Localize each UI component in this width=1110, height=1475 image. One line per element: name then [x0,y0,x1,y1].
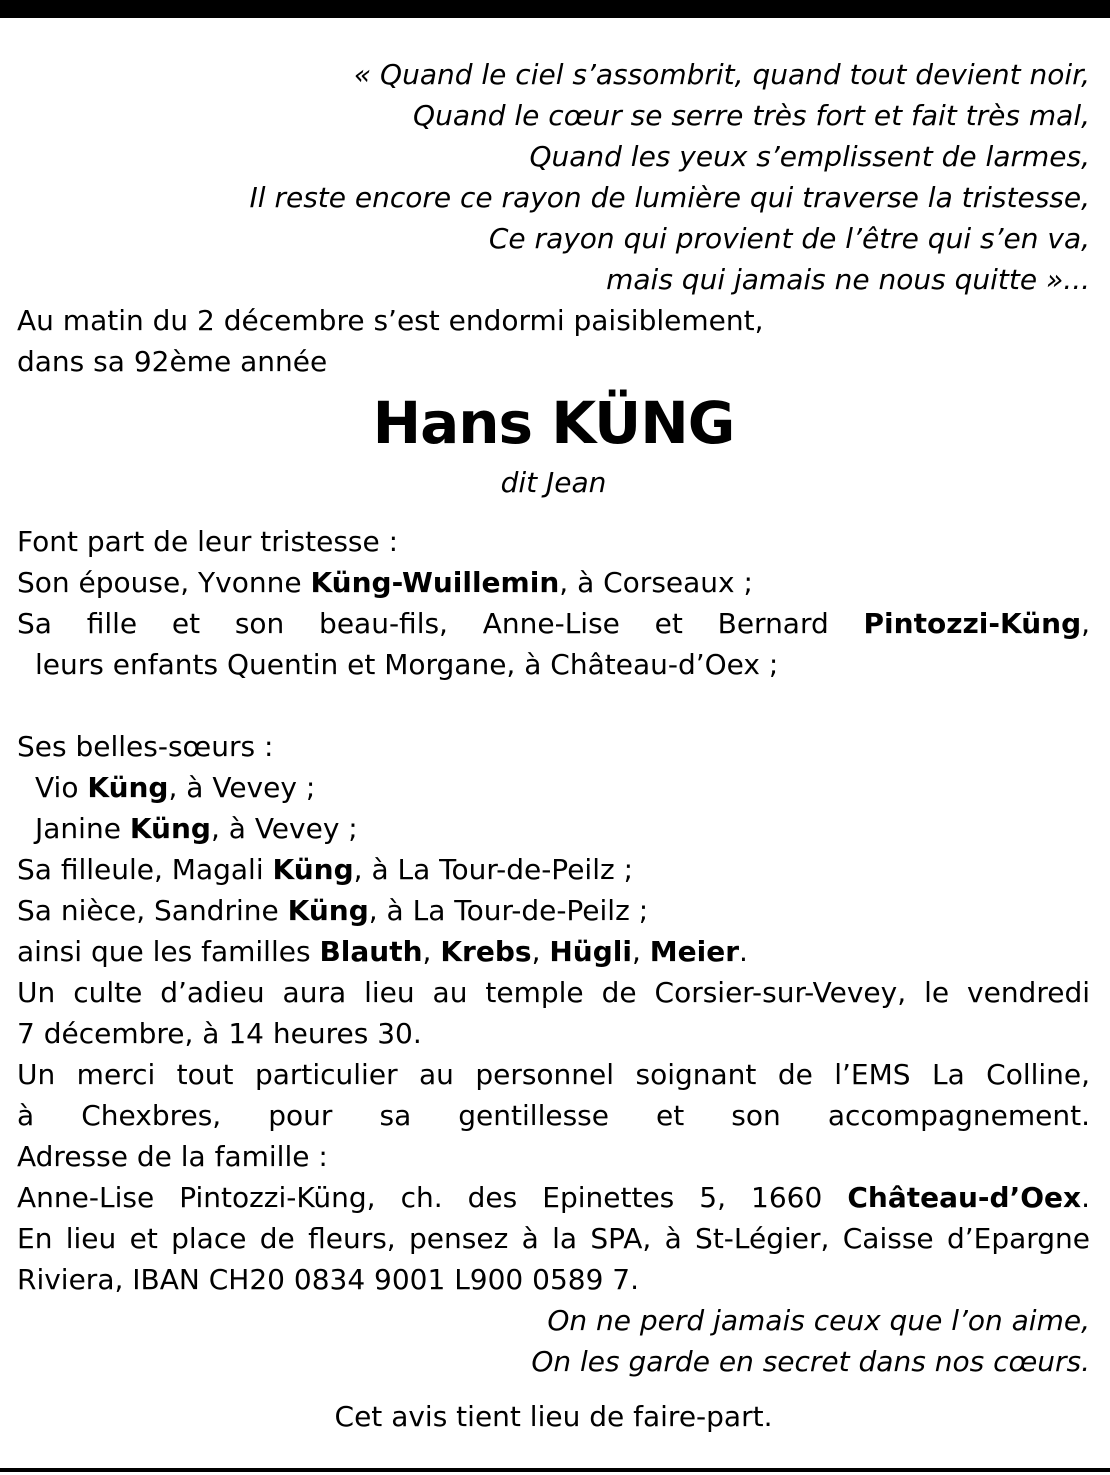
grandchildren-line: leurs enfants Quentin et Morgane, à Château-d’Oex ; [35,648,779,681]
text: , [1081,607,1091,640]
family-name: Küng [87,771,169,804]
family-name: Pintozzi-Küng [863,607,1082,640]
closing-line: On les garde en secret dans nos cœurs. [531,1345,1090,1378]
word: Bernard [717,607,829,640]
word: l’EMS [834,1058,911,1091]
obituary-notice [17,54,1090,1437]
text: ainsi que les familles [17,935,320,968]
poem-line: « Quand le ciel s’assombrit, quand tout devient noir, [353,58,1090,91]
text: Sa nièce, Sandrine [17,894,288,927]
word: des [467,1181,518,1214]
sisters-in-law-label: Ses belles-sœurs : [17,730,274,763]
relative-line [17,767,1090,808]
word: Anne-Lise [17,1181,155,1214]
word: fleurs, [308,1222,396,1255]
word: le [924,976,950,1009]
word: pensez [409,1222,509,1255]
family-name: Küng-Wuillemin [310,566,560,599]
family-name: Meier [649,935,740,968]
word: la [552,1222,578,1255]
address-line [17,1177,1090,1218]
word: Pintozzi-Küng, [179,1181,376,1214]
spouse-line [17,562,1090,603]
word: Caisse [842,1222,934,1255]
word: son [731,1099,781,1132]
city-name: Château-d’Oex [847,1181,1082,1214]
text: Janine [35,812,130,845]
poem-line: mais qui jamais ne nous quitte »... [606,263,1090,296]
family-name: Blauth [319,935,423,968]
word: son [234,607,285,640]
poem-line: Ce rayon qui provient de l’être qui s’en va, [488,222,1090,255]
intro-line: Au matin du 2 décembre s’est endormi paisiblement, [17,304,764,337]
word: à [664,1222,682,1255]
word: tout [176,1058,234,1091]
relative-line [17,849,1090,890]
text: Vio [35,771,88,804]
bottom-border [0,1468,1110,1472]
family-name: Küng [129,812,211,845]
word: Sa [17,607,52,640]
word: au [419,1058,454,1091]
poem-line: Il reste encore ce rayon de lumière qui traverse la tristesse, [249,181,1090,214]
word: lieu [364,976,415,1009]
address-label: Adresse de la famille : [17,1140,328,1173]
deceased-name: Hans KÜNG [372,389,735,457]
iban-line: Riviera, IBAN CH20 0834 9001 L900 0589 7. [17,1263,640,1296]
word: SPA, [590,1222,652,1255]
word: Epinettes [542,1181,675,1214]
word: Anne-Lise [482,607,620,640]
word [864,607,1091,640]
word: En [17,1222,53,1255]
thanks-line [17,1095,1090,1136]
relative-line [17,808,1090,849]
text: Sa filleule, Magali [17,853,273,886]
word: soignant [635,1058,757,1091]
word: accompagnement. [827,1099,1090,1132]
word: beau-fils, [319,607,448,640]
word: de [777,1058,813,1091]
word: Un [17,1058,56,1091]
families-line [17,931,1090,972]
donation-line [17,1218,1090,1259]
text: , [631,935,650,968]
spacer [17,685,1090,726]
announcement: Font part de leur tristesse : [17,525,399,558]
word: pour [268,1099,333,1132]
text: , [531,935,550,968]
word: à [521,1222,539,1255]
word: culte [73,976,143,1009]
word: de [601,976,637,1009]
word: ch. [400,1181,443,1214]
word: de [259,1222,295,1255]
word: au [432,976,468,1009]
closing-line: On ne perd jamais ceux que l’on aime, [547,1304,1090,1337]
thanks-line [17,1054,1090,1095]
word: merci [76,1058,156,1091]
word: Un [17,976,56,1009]
text: . [739,935,748,968]
word: d’adieu [160,976,265,1009]
daughter-line [17,603,1090,644]
family-name: Küng [287,894,369,927]
text: . [1081,1181,1090,1214]
footer-note: Cet avis tient lieu de faire-part. [334,1400,773,1433]
poem-line: Quand les yeux s’emplissent de larmes, [529,140,1090,173]
poem-line: Quand le cœur se serre très fort et fait très mal, [413,99,1090,132]
word: St-Légier, [695,1222,830,1255]
word: personnel [475,1058,615,1091]
word: place [171,1222,247,1255]
text: , à Vevey ; [210,812,358,845]
intro-line: dans sa 92ème année [17,345,328,378]
word: vendredi [967,976,1091,1009]
service-date-line: 7 décembre, à 14 heures 30. [17,1017,422,1050]
word: d’Epargne [946,1222,1091,1255]
word [847,1181,1090,1214]
word: 1660 [751,1181,823,1214]
family-name: Küng [272,853,354,886]
word: temple [485,976,584,1009]
text: , à Vevey ; [168,771,316,804]
family-name: Hügli [549,935,632,968]
word: aura [282,976,347,1009]
word: et [171,607,201,640]
word: sa [379,1099,412,1132]
word: à [17,1099,35,1132]
text: Son épouse, Yvonne [17,566,311,599]
word: fille [86,607,138,640]
text: , [422,935,441,968]
family-name: Krebs [440,935,532,968]
relative-line [17,890,1090,931]
service-line [17,972,1090,1013]
word: La [931,1058,965,1091]
word: lieu [65,1222,117,1255]
text: , à La Tour-de-Peilz ; [353,853,634,886]
top-border [0,0,1110,18]
word: gentillesse [458,1099,609,1132]
word: Colline, [986,1058,1091,1091]
poem [17,54,1090,300]
word: particulier [254,1058,398,1091]
word: et [129,1222,158,1255]
text: , à Corseaux ; [559,566,753,599]
nickname: dit Jean [500,466,607,499]
word: Corsier-sur-Vevey, [654,976,907,1009]
word: et [654,607,683,640]
word: et [656,1099,685,1132]
word: 5, [699,1181,727,1214]
text: , à La Tour-de-Peilz ; [368,894,649,927]
word: Chexbres, [81,1099,222,1132]
